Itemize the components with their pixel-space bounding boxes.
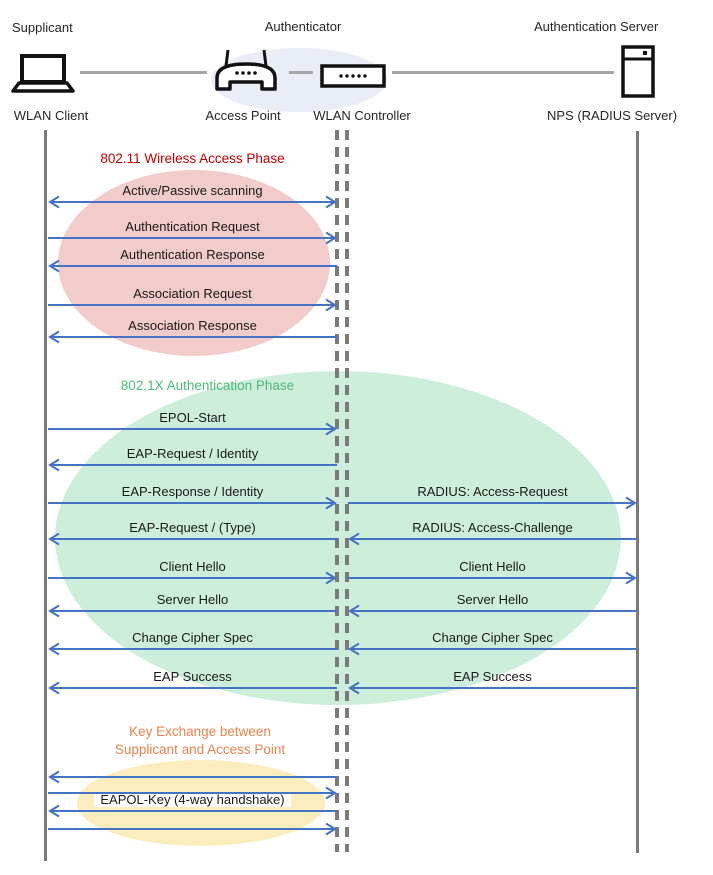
message-label-text: Active/Passive scanning <box>122 183 263 198</box>
message-label-text: EAP-Request / (Type) <box>129 520 256 535</box>
lifeline-supplicant <box>44 130 47 861</box>
message-arrow-right <box>48 298 337 312</box>
device-label-wlan-client: WLAN Client <box>13 108 89 123</box>
phase-title-80211-wireless-access: 802.11 Wireless Access Phase <box>100 151 285 166</box>
message-label-text: RADIUS: Access-Challenge <box>412 520 573 535</box>
device-label-access-point: Access Point <box>205 108 281 123</box>
message-label-text: Server Hello <box>156 592 229 607</box>
message-label-text: EAP-Response / Identity <box>121 484 264 499</box>
message-arrow-right <box>48 422 337 436</box>
phase-title-key-exchange <box>90 723 310 759</box>
server-icon <box>621 45 655 98</box>
message-label-text: RADIUS: Access-Request <box>417 484 568 499</box>
message-label-text: EAPOL-Key (4-way handshake) <box>94 792 290 807</box>
message-label-text: EPOL-Start <box>159 410 226 425</box>
message-label-text: EAP Success <box>453 669 532 684</box>
message-arrow-right <box>48 496 337 510</box>
message-label-text: Change Cipher Spec <box>132 630 253 645</box>
access-point-icon <box>213 47 279 93</box>
phase-title-key-exchange-line2: Supplicant and Access Point <box>114 742 286 757</box>
laptop-icon <box>10 54 76 94</box>
message-label-text: Change Cipher Spec <box>432 630 553 645</box>
message-arrow-left <box>48 330 337 344</box>
message-arrow-right <box>48 231 337 245</box>
message-arrow-left <box>48 604 337 618</box>
message-arrow-right <box>348 571 637 585</box>
message-label-text: Association Request <box>133 286 252 301</box>
role-label-authentication-server: Authentication Server <box>534 19 659 34</box>
message-arrow-left <box>48 804 337 818</box>
device-label-wlan-controller: WLAN Controller <box>313 108 411 123</box>
message-arrow-left <box>48 532 337 546</box>
message-label-text: Authentication Response <box>120 247 265 262</box>
phase-title-8021x-authentication: 802.1X Authentication Phase <box>120 378 295 393</box>
message-arrow-right <box>48 822 337 836</box>
connector-line <box>392 71 614 74</box>
message-arrow-left <box>348 642 637 656</box>
message-arrow-both <box>48 195 337 209</box>
connector-line <box>289 71 313 74</box>
message-label-text: Authentication Request <box>125 219 260 234</box>
wlan-controller-icon <box>320 64 386 88</box>
message-label-text: Association Response <box>128 318 257 333</box>
connector-line <box>80 71 207 74</box>
message-label-text: Client Hello <box>159 559 226 574</box>
message-label-text: Server Hello <box>456 592 529 607</box>
role-label-supplicant: Supplicant <box>12 20 73 35</box>
phase-title-key-exchange-line1: Key Exchange between <box>129 724 271 739</box>
role-label-authenticator: Authenticator <box>264 19 342 34</box>
message-arrow-left <box>348 604 637 618</box>
message-label-text: EAP Success <box>153 669 232 684</box>
device-label-nps-radius-server: NPS (RADIUS Server) <box>547 108 678 123</box>
message-arrow-left <box>48 642 337 656</box>
message-arrow-left <box>48 770 337 784</box>
message-arrow-left <box>348 681 637 695</box>
message-label-text: EAP-Request / Identity <box>126 446 259 461</box>
message-arrow-right <box>48 786 337 800</box>
message-arrow-right <box>348 496 637 510</box>
message-arrow-left <box>48 681 337 695</box>
message-label-text: Client Hello <box>459 559 526 574</box>
message-arrow-left <box>348 532 637 546</box>
message-arrow-left <box>48 259 337 273</box>
message-arrow-right <box>48 571 337 585</box>
message-arrow-left <box>48 458 337 472</box>
